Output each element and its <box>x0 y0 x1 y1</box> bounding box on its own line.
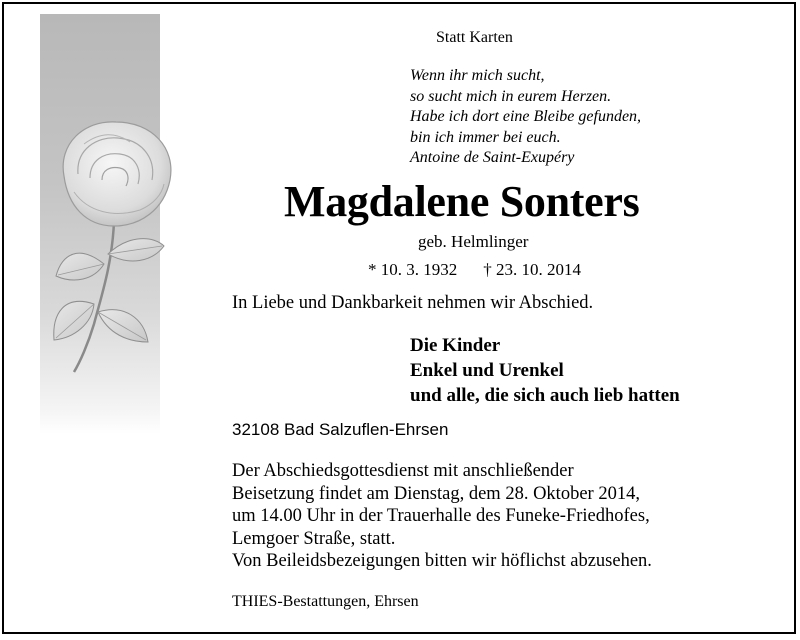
service-line: Beisetzung findet am Dienstag, dem 28. Oktober 2014, <box>232 483 640 504</box>
family-address: 32108 Bad Salzuflen-Ehrsen <box>232 420 449 439</box>
poem-author: Antoine de Saint-Exupéry <box>410 149 575 166</box>
service-line: Von Beileidsbezeigungen bitten wir höflichst abzusehen. <box>232 551 652 571</box>
service-line: Der Abschiedsgottesdienst mit anschließender <box>232 461 574 481</box>
mourner-line: und alle, die sich auch lieb hatten <box>410 385 680 406</box>
mourners-list <box>410 333 680 408</box>
life-dates <box>368 260 581 280</box>
farewell-text: In Liebe und Dankbarkeit nehmen wir Abschied. <box>232 293 594 313</box>
service-line: um 14.00 Uhr in der Trauerhalle des Funeke-Friedhofes, <box>232 506 650 526</box>
funeral-service-info <box>232 460 652 573</box>
mourner-line: Enkel und Urenkel <box>410 360 564 381</box>
poem-line: Wenn ihr mich sucht, <box>410 67 545 84</box>
obituary-notice <box>2 2 796 634</box>
death-date: † 23. 10. 2014 <box>483 260 581 279</box>
service-line: Lemgoer Straße, statt. <box>232 528 396 549</box>
statt-karten-header: Statt Karten <box>436 29 513 46</box>
memorial-poem <box>410 66 641 169</box>
mourner-line: Die Kinder <box>410 335 501 356</box>
deceased-name: Magdalene Sonters <box>284 177 640 226</box>
poem-line: Habe ich dort eine Bleibe gefunden, <box>410 108 642 125</box>
rose-icon <box>44 114 194 374</box>
maiden-name: geb. Helmlinger <box>418 232 529 251</box>
poem-line: so sucht mich in eurem Herzen. <box>410 87 612 105</box>
birth-date: * 10. 3. 1932 <box>368 260 458 279</box>
undertaker-credit: THIES-Bestattungen, Ehrsen <box>232 593 419 610</box>
poem-line: bin ich immer bei euch. <box>410 128 561 146</box>
